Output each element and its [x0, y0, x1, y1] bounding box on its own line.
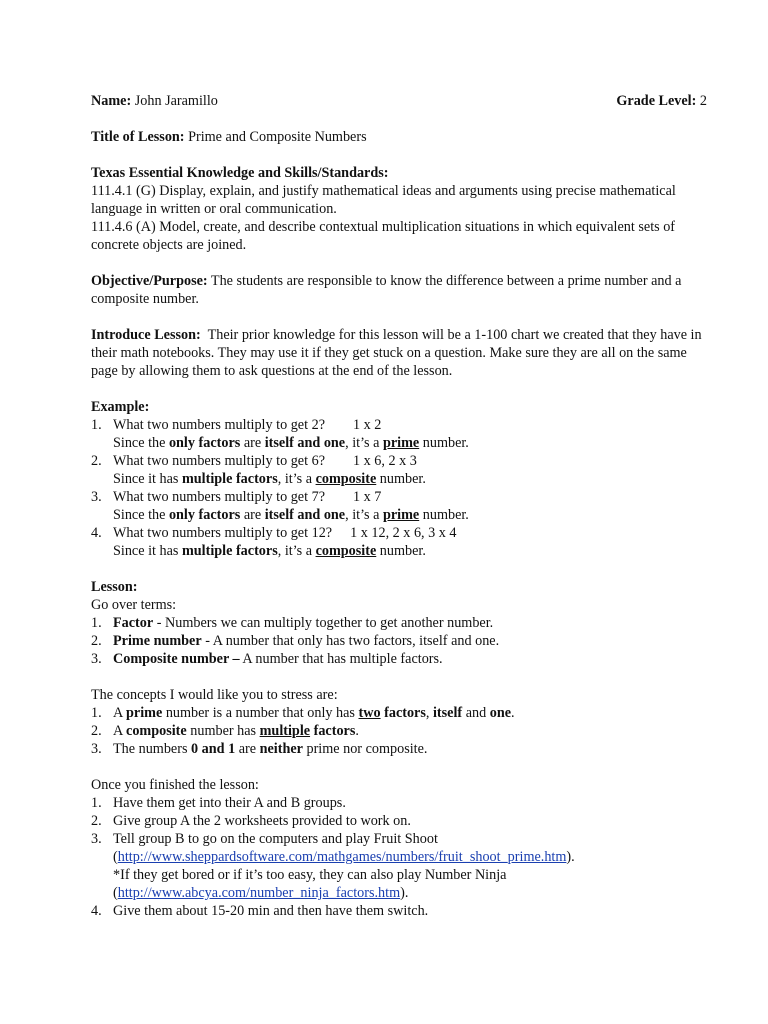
term-item: 3. Composite number – A number that has multiple factors.: [91, 651, 443, 667]
lesson-intro: Go over terms:: [91, 597, 177, 613]
finish-item: 4. Give them about 15-20 min and then have them switch.: [91, 903, 429, 919]
finish-intro: Once you finished the lesson:: [91, 777, 259, 793]
lesson-heading: Lesson:: [91, 579, 138, 595]
objective: Objective/Purpose: The students are responsible to know the difference between a prime number and a composite number.: [91, 273, 682, 307]
name-line: Name: John Jaramillo: [91, 93, 218, 109]
stress-item: 1. A prime number is a number that only has two factors, itself and one.: [91, 705, 515, 721]
terms-list: [91, 614, 707, 668]
header-row: [91, 92, 707, 110]
stress-list: [91, 704, 707, 758]
stress-intro: The concepts I would like you to stress are:: [91, 687, 338, 703]
term-item: 1. Factor - Numbers we can multiply together to get another number.: [91, 615, 494, 631]
example-answer: 1 x 2: [353, 417, 382, 433]
finish-list: [91, 794, 707, 920]
name-value: John Jaramillo: [134, 93, 218, 109]
lesson-title: Title of Lesson: Prime and Composite Numbers: [91, 129, 367, 145]
standards-heading: Texas Essential Knowledge and Skills/Standards:: [91, 165, 389, 181]
finish-item: 2. Give group A the 2 worksheets provided to work on.: [91, 813, 411, 829]
standard-111-4-6: 111.4.6 (A) Model, create, and describe contextual multiplication situations in which equivalent sets of concrete objects are joined.: [91, 219, 676, 253]
number-ninja-note: *If they get bored or if it’s too easy, they can also play Number Ninja: [113, 867, 507, 883]
example-list: [91, 416, 707, 560]
fruit-shoot-link[interactable]: http://www.sheppardsoftware.com/mathgames/numbers/fruit_shoot_prime.htm: [117, 849, 567, 865]
document-body: [91, 92, 707, 920]
example-item: 2. What two numbers multiply to get 6? 1 x 6, 2 x 3 Since it has multiple factors, it’s a composite number.: [91, 453, 426, 487]
grade-line: Grade Level: 2: [616, 93, 707, 109]
stress-item: 2. A composite number has multiple factors.: [91, 723, 359, 739]
example-answer: 1 x 7: [353, 489, 382, 505]
number-ninja-link[interactable]: http://www.abcya.com/number_ninja_factors.htm: [117, 885, 401, 901]
introduce-lesson: Introduce Lesson: Their prior knowledge for this lesson will be a 1-100 chart we created that they have in their math notebooks. They may use it if they get stuck on a question. Make sure they are all on the same page by allowing them to ask questions at the end of the lesson.: [91, 327, 702, 379]
standard-111-4-1: 111.4.1 (G) Display, explain, and justify mathematical ideas and arguments using precise mathematical language in written or oral communication.: [91, 183, 676, 217]
example-heading: Example:: [91, 399, 150, 415]
example-answer: 1 x 6, 2 x 3: [353, 453, 417, 469]
example-item: 1. What two numbers multiply to get 2? 1 x 2 Since the only factors are itself and one, it’s a prime number.: [91, 417, 469, 451]
finish-item: 3. Tell group B to go on the computers and play Fruit Shoot (http://www.sheppardsoftware.com/mathgames/numbers/fruit_shoot_prime.htm). *If they get bored or if it’s too easy, they can also play Number Ninja (http://www.abcya.com/number_ninja_factors.htm).: [91, 830, 707, 902]
grade-value: 2: [699, 93, 707, 109]
stress-item: 3. The numbers 0 and 1 are neither prime nor composite.: [91, 741, 428, 757]
example-item: 4. What two numbers multiply to get 12? 1 x 12, 2 x 6, 3 x 4 Since it has multiple factors, it’s a composite number.: [91, 525, 457, 559]
term-item: 2. Prime number - A number that only has two factors, itself and one.: [91, 633, 500, 649]
finish-item: 1. Have them get into their A and B groups.: [91, 795, 346, 811]
example-item: 3. What two numbers multiply to get 7? 1 x 7 Since the only factors are itself and one, it’s a prime number.: [91, 489, 469, 523]
example-answer: 1 x 12, 2 x 6, 3 x 4: [350, 525, 457, 541]
